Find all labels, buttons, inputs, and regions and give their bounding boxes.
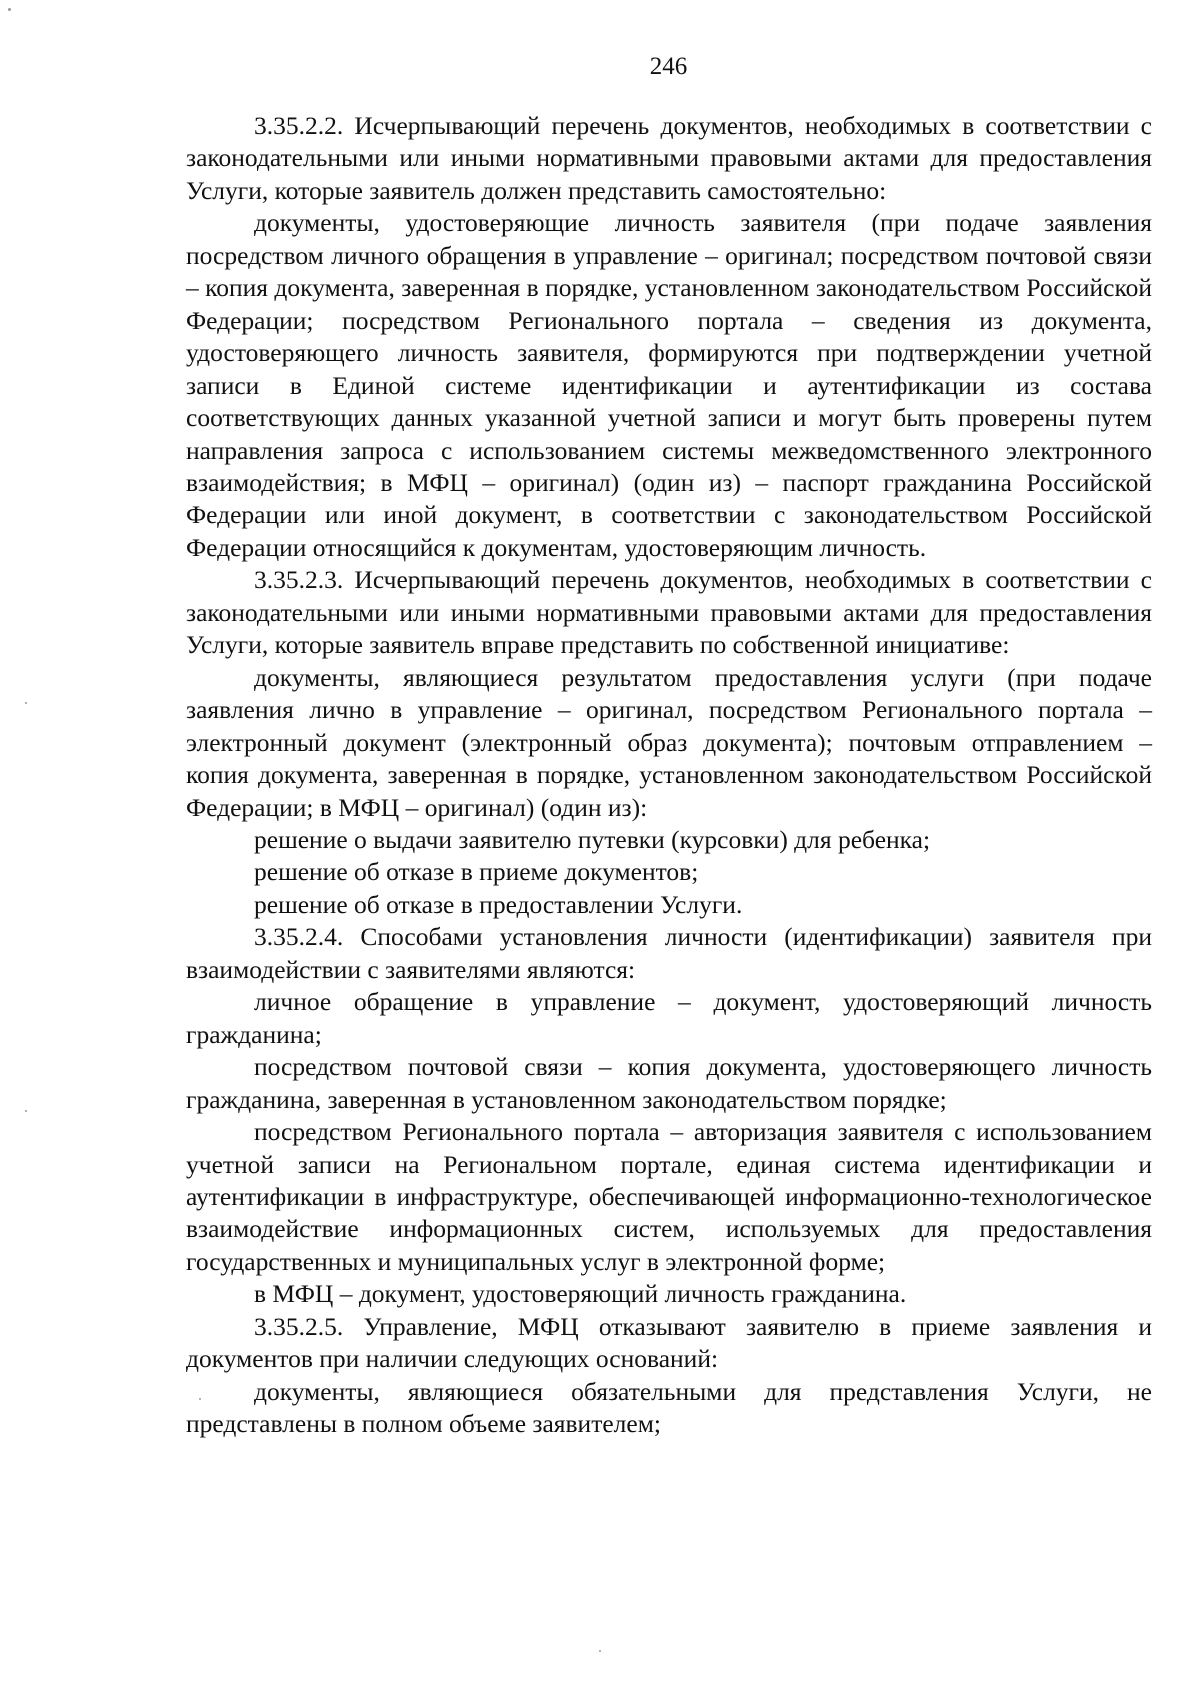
paragraph-result-documents: документы, являющиеся результатом предоставления услуги (при подаче заявления лично в управление – оригинал, посредством Регионального портала – электронный документ (электронный образ документа); почтовым отправлением – копия документа, заверенная в порядке, установленном законодательством Российской Федерации; в МФЦ – оригинал) (один из): xyxy=(186,662,1152,822)
scan-speck xyxy=(599,1650,601,1652)
paragraph-3-35-2-4: 3.35.2.4. Способами установления личности (идентификации) заявителя при взаимодействии с заявителями являются: xyxy=(186,922,1152,984)
scan-speck xyxy=(25,1110,27,1112)
scan-speck xyxy=(8,8,11,11)
list-item-personal-visit: личное обращение в управление – документ, удостоверяющий личность гражданина; xyxy=(186,987,1152,1049)
page-body xyxy=(186,110,1152,1441)
scan-speck xyxy=(25,702,27,704)
scan-speck xyxy=(199,1398,201,1400)
paragraph-3-35-2-5: 3.35.2.5. Управление, МФЦ отказывают заявителю в приеме заявления и документов при наличии следующих оснований: xyxy=(186,1311,1152,1374)
page-number: 246 xyxy=(649,53,688,80)
list-item-voucher-decision: решение о выдачи заявителю путевки (курсовки) для ребенка; xyxy=(254,824,931,854)
paragraph-3-35-2-2: 3.35.2.2. Исчерпывающий перечень документов, необходимых в соответствии с законодательными или иными нормативными правовыми актами для предоставления Услуги, которые заявитель должен представить самостоятельно: xyxy=(186,111,1152,205)
paragraph-3-35-2-3: 3.35.2.3. Исчерпывающий перечень документов, необходимых в соответствии с законодательными или иными нормативными правовыми актами для предоставления Услуги, которые заявитель вправе представить по собственной инициативе: xyxy=(186,565,1152,660)
list-item-mfc: в МФЦ – документ, удостоверяющий личность гражданина. xyxy=(254,1279,907,1309)
list-item-postal: посредством почтовой связи – копия документа, удостоверяющего личность гражданина, заверенная в установленном законодательством порядке; xyxy=(186,1052,1152,1114)
list-item-regional-portal: посредством Регионального портала – авторизация заявителя с использованием учетной записи на Региональном портале, единая система идентификации и аутентификации в инфраструктуре, обеспечивающей информационно-технологическое взаимодействие информационных систем, используемых для предоставления государственных и муниципальных услуг в электронной форме; xyxy=(186,1117,1152,1276)
list-item-refusal-acceptance: решение об отказе в приеме документов; xyxy=(254,857,699,887)
list-item-incomplete-documents: документы, являющиеся обязательными для представления Услуги, не представлены в полном объеме заявителем; xyxy=(186,1376,1152,1439)
paragraph-identity-documents: документы, удостоверяющие личность заявителя (при подаче заявления посредством личного обращения в управление – оригинал; посредством почтовой связи – копия документа, заверенная в порядке, установленном законодательством Российской Федерации; посредством Регионального портала – сведения из документа, удостоверяющего личность заявителя, формируются при подтверждении учетной записи в Единой системе идентификации и аутентификации из состава соответствующих данных указанной учетной записи и могут быть проверены путем направления запроса с использованием системы межведомственного электронного взаимодействия; в МФЦ – оригинал) (один из) – паспорт гражданина Российской Федерации или иной документ, в соответствии с законодательством Российской Федерации относящийся к документам, удостоверяющим личность. xyxy=(186,208,1152,562)
list-item-refusal-service: решение об отказе в предоставлении Услуги. xyxy=(254,889,743,919)
